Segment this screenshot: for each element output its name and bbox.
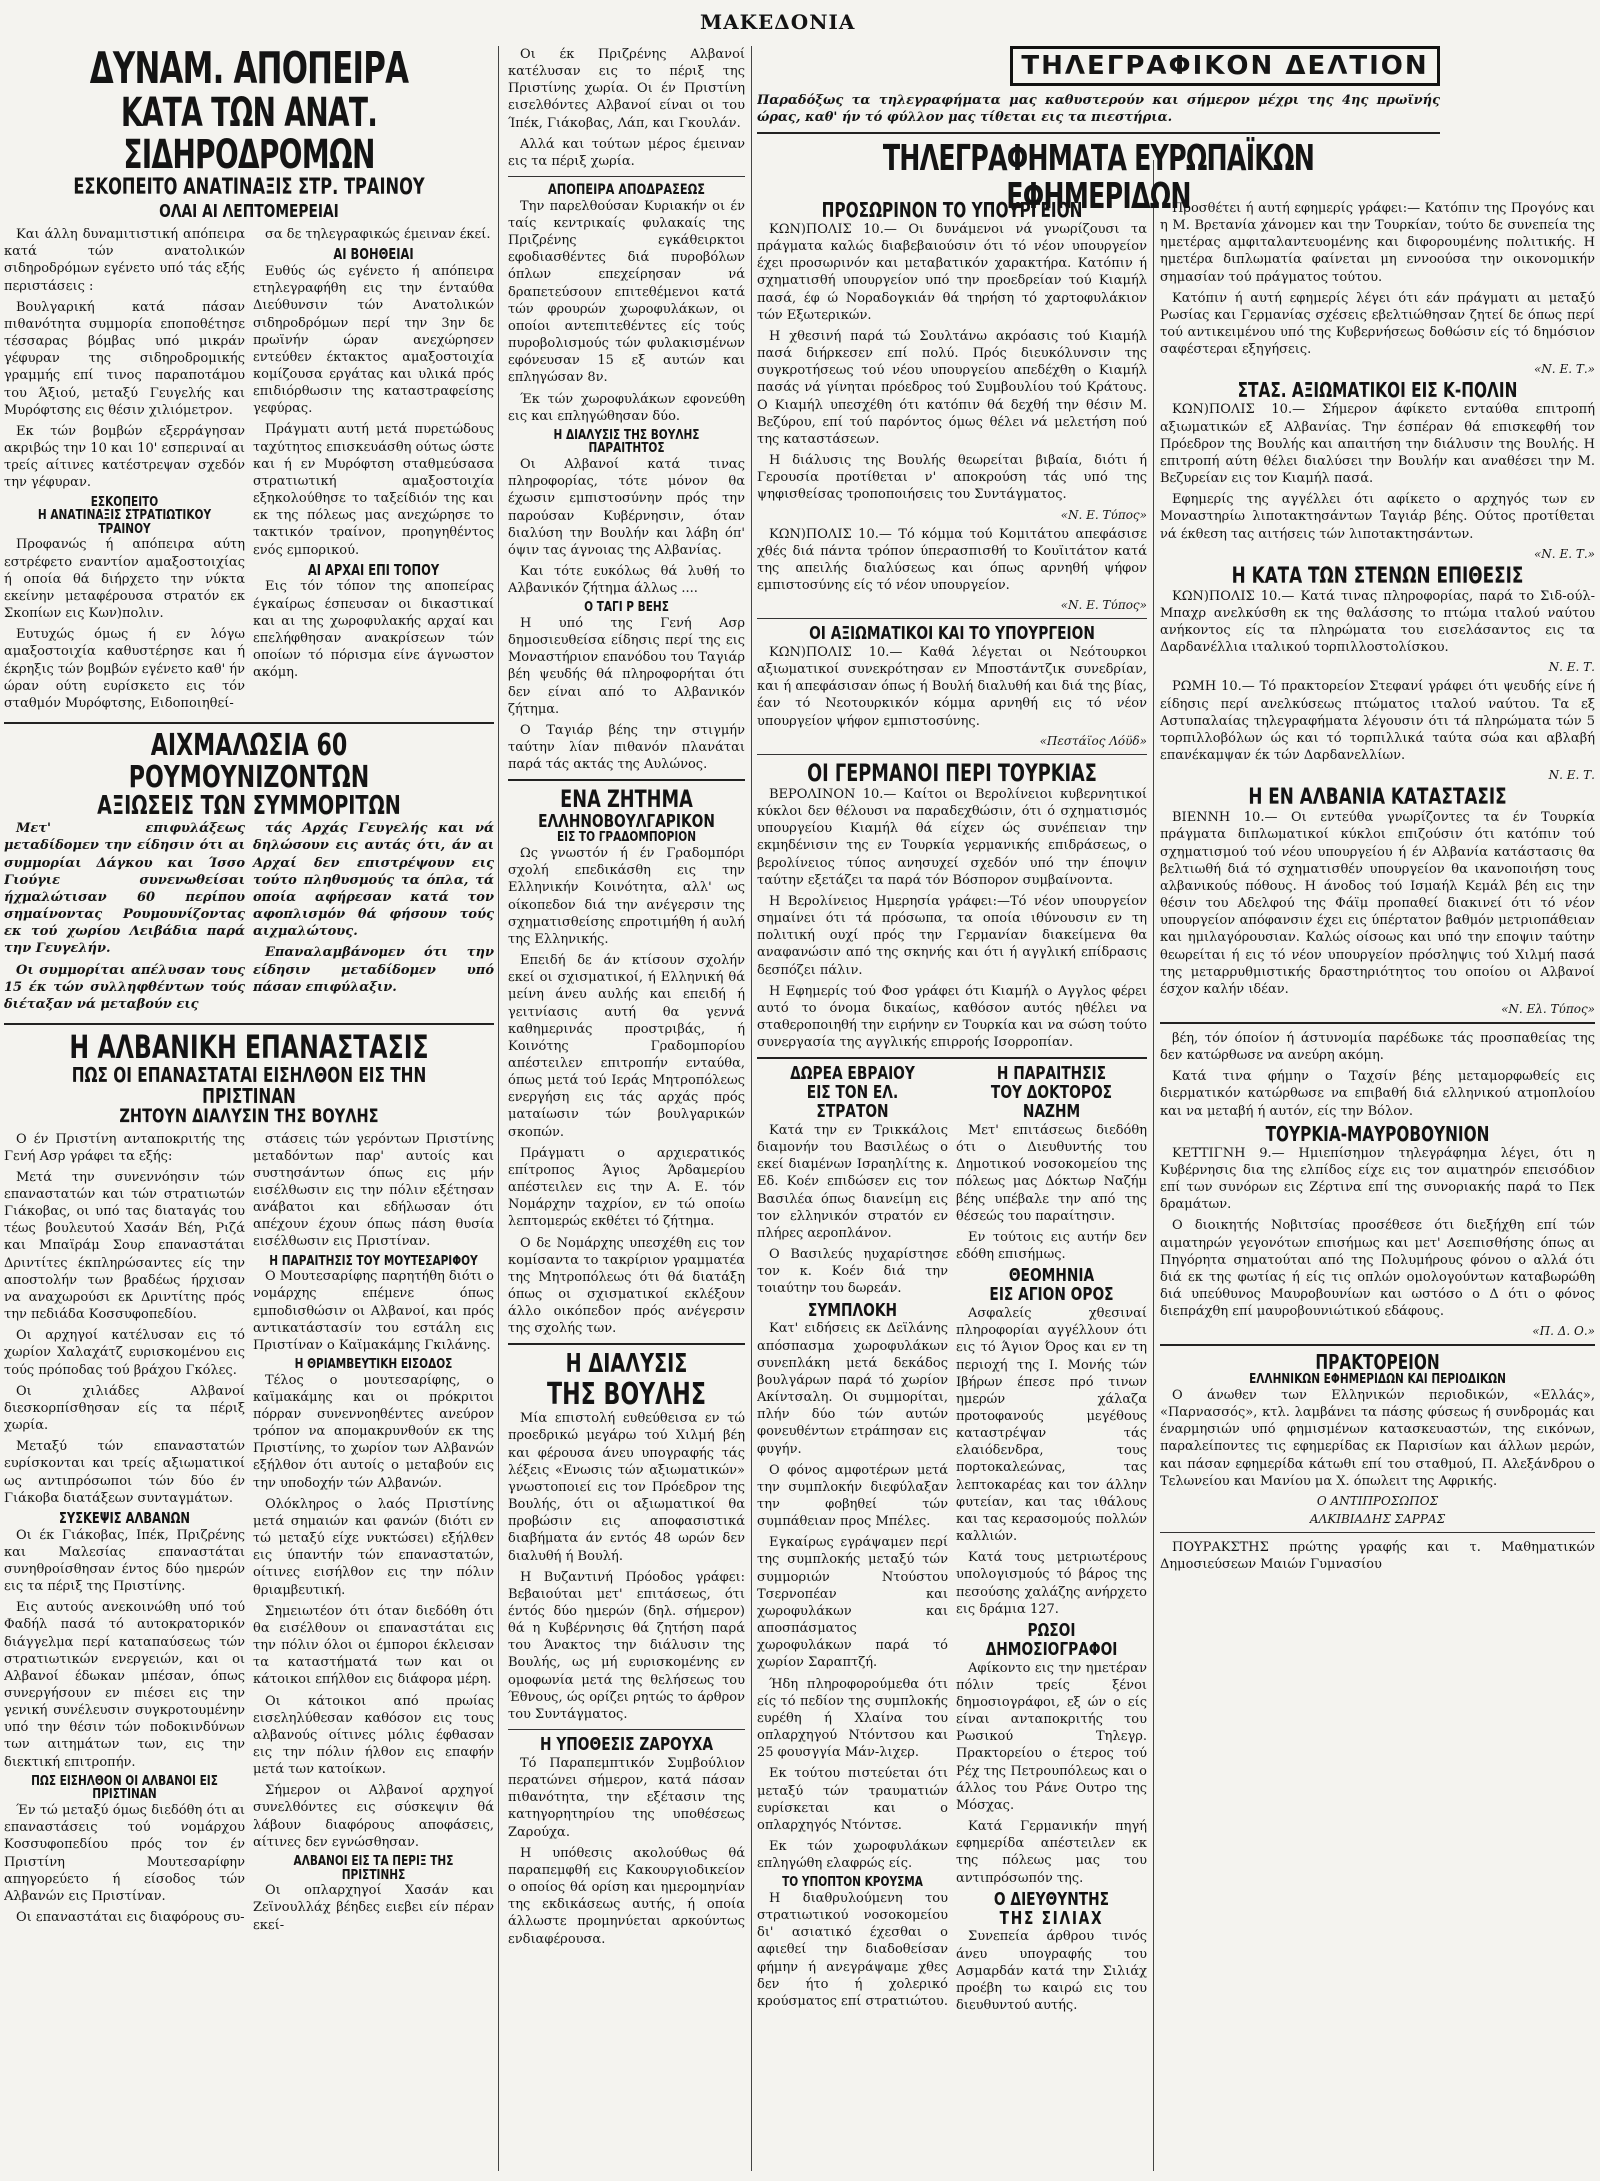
subheadline: ΕΙΣ ΤΟΝ ΕΛ. ΣΤΡΑΤΟΝ — [806, 1082, 899, 1123]
article-paragraph: Εκ τών χωροφυλάκων επληγώθη ελαφρώς είς. — [757, 1838, 948, 1872]
article-paragraph: Η χθεσινή παρά τώ Σουλτάνω ακρόασις τού Κιαμήλ πασά διήρκεσεν επί πολύ. Πρός διευκόλυνσιν της συγκροτήσεως τού νέου υπουργείου απεδέχθη ο Κιαμήλ πασάς νά γίνηται πρόεδρος τού Συμβουλίου τού Κράτους. Ο Κιαμήλ υπεσχέθη ότι κατόπιν θά δεχθή την θέσιν Μ. Βεζύρου, επί τού παρόντος όμως θέλει νά μελετήση πού της καταστάσεων. — [757, 328, 1147, 447]
source-signature: «Ν. Ε. Τ.» — [1533, 362, 1595, 377]
subheadline: ΕΙΣ ΤΟ ΓΡΑΔΟΜΠΟΡΙΟΝ — [556, 830, 697, 846]
article-paragraph: ΚΩΝ)ΠΟΛΙΣ 10.— Οι δυνάμενοι νά γνωρίζουσι τα πράγματα καλώς διαβεβαιούσιν ότι τό νέον υπουργείον έχει προσωρινόν και μεταβατικόν χαρακτήρα. Κατόπιν ή σχηματισθή υπουργείον υπό την προεδρείαν τού Κιαμήλ πασά, έφ ώ Νοραδογκιάν θά τηρήση τό χαρτοφυλάκιον τών Εξωτερικών. — [757, 222, 1147, 323]
article-paragraph: Οι κάτοικοι από πρωίας εισεληλύθεσαν καθόσον εις τους αλβανούς οίτινες μόλις έφθασαν εις την πόλιν ήλθον εις επαφήν μετά των κατοίκων. — [253, 1693, 494, 1778]
article-paragraph: βέη, τόν όποίον ή άστυνομία παρέδωκε τάς προσπαθείας της δεν κατώρθωσε να ανεύρη ακόμη. — [1160, 1030, 1595, 1064]
section-heading: Ο ΤΑΓΙ Ρ ΒΕΗΣ — [584, 600, 669, 616]
article-paragraph: Εις τόν τόπον της αποπείρας έγκαίρως έσπευσαν οι δικαστικαί και αι της χωροφυλακής αρχαί και επελήφθησαν ανακρίσεων τών οποίων τό πόρισμα είνε άγνωστον ακόμη. — [253, 579, 494, 681]
article-paragraph: Και άλλη δυναμιτιστική απόπειρα κατά τών ανατολικών σιδηροδρόμων εγένετο υπό τάς εξής περιστάσεις : — [4, 227, 245, 294]
article-paragraph: Μετ' επιτάσεως διεδόθη ότι ο Διευθυντής του Δημοτικού νοσοκομείου της πόλεως μας Δόκτωρ Ναζήμ βέης υπέβαλε την από της θέσεώς του παραίτησιν. — [956, 1123, 1147, 1224]
subheadline: Ο ΔΙΕΥΘΥΝΤΗΣ — [993, 1888, 1110, 1910]
article-paragraph: Ως γνωστόν ή έν Γραδομπόρι σχολή επεδικάσθη εις την Ελληνικήν Κοινότητα, αλλ' ως οίκοπεδον διά την ανέγερσιν της σχηματισθείσης επροτιμήθη ή αυλή της Ελληνικής. — [508, 846, 745, 947]
subheadline: ΠΡΟΣΩΡΙΝΟΝ ΤΟ ΥΠΟΥΡΓΕΙΟΝ — [821, 200, 1083, 222]
article-paragraph: Ο δε Νομάρχης υπεσχέθη εις τον κομίσαντα το τακρίριον γραμματέα της Μητροπόλεως ότι θά διατάξη όπως οι σχισματικοί εκλέξουν άλλο οικόπεδον πρός ανέγερσιν της σχολής των. — [508, 1235, 745, 1337]
article-paragraph: Μετά την συνεννόησιν τών επαναστατών και τών στρατιωτών Γιάκοβας, οι υπό τας διαταγάς του τέως βουλευτού Χασάν Βέη, Ριζά και Μπαϊράμ Σουρ επαναστάται Δριντίτες έκπληρώσαντες είς την αποστολήν των βραδέως ήρχισαν να αναχωρούσι εκ Δριντίτης πρός την πεδιάδα Κοσσυφοπεδίου. — [4, 1169, 245, 1323]
column-divider — [1153, 160, 1154, 2171]
article-paragraph: στάσεις τών γερόντων Πριστίνης μεταδόντων παρ' αυτοίς και συστησάντων όπως εις μήν εισέλθωσιν εις την πόλιν εξέτησαν ανάβατοι και εδήλωσαν ότι απέχουν έχουν όπως πάση θυσία εισέλθωσιν εις Πριστίναν. — [253, 1131, 494, 1250]
source-signature: «Ν. Ε. Τύπος» — [1060, 598, 1147, 613]
article-paragraph: Η Βερολίνειος Ημερησία γράφει:—Τό νέον υπουργείον σημαίνει ότι τά πρόσωπα, τα οποία ιθύνουσιν εν τη πολιτική ουχί πρός την Γερμανίαν διακείμενα θα αναφανώσιν από της σκηνής και ότι ή αγγλική επίδρασις δεσπόζει πάλιν. — [757, 893, 1147, 978]
article-paragraph: Η Βυζαντινή Πρόοδος γράφει: Βεβαιούται μετ' επιτάσεως, ότι έντός δύο ημερών (δηλ. σήμερον) θά η Κυβέρνησις θά ζητήση παρά του Άνακτος την διάλυσιν της Βουλής, ως μή ευρισκομένης εν ομοφωνία μετά της θελήσεως του Έθνους, ώς ορίζει ρητώς το άρθρον του Συντάγματος. — [508, 1569, 745, 1722]
headline: ΕΝΑ ΖΗΤΗΜΑ — [560, 785, 693, 814]
section-heading: ΤΟ ΥΠΟΠΤΟΝ ΚΡΟΥΣΜΑ — [782, 1875, 923, 1891]
section-heading: ΠΩΣ ΕΙΣΗΛΘΟΝ ΟΙ ΑΛΒΑΝΟΙ ΕΙΣ ΠΡΙΣΤΙΝΑΝ — [31, 1773, 218, 1803]
article-paragraph: Προσθέτει ή αυτή εφημερίς γράφει:— Κατόπιν της Προγόνς και η Μ. Βρετανία χάνομεν και την Τουρκίαν, τούτο δε συνεπεία της ημετέρας αμφιταλαντευομένης και διφορουμένης πολιτικής. Η ημετέρα διπλωματία φαίνεται μη εννοούσα την οικονομικήν σημασίαν τού πράγματος τούτου. — [1160, 201, 1595, 285]
article-paragraph: Τό Παραπεμπτικόν Συμβούλιον περατώνει σήμερον, κατά πάσαν πιθανότητα, την εξέτασιν της κατηγορητηρίου της υποθέσεως Ζαρούχα. — [508, 1755, 745, 1840]
article-paragraph: ΒΕΡΟΛΙΝΟΝ 10.— Καίτοι οι Βερολίνειοι κυβερνητικοί κύκλοι δεν θέλουσι να παραδεχθώσιν, ότι ό σχηματισμός υπουργείου Κιαμήλ θά είχεν ώς συνέπειαν την εκμηδένισιν της εν Τουρκία γερμανικής επιδράσεως, ο βερολίνειος τύπος ανησυχεί σχεδόν υπό την έποψιν ταύτην εξετάζει τα παρά τόν Βόσπορον συμβαίνοντα. — [757, 786, 1147, 888]
source-signature: «Ν. Ε. Τύπος» — [1060, 507, 1147, 522]
headline: ΚΑΤΑ ΤΩΝ ΑΝΑΤ. ΣΙΔΗΡΟΔΡΟΜΩΝ — [120, 90, 378, 179]
subheadline: ΘΕΟΜΗΝΙΑ — [1008, 1265, 1095, 1287]
advert-heading: ΠΡΑΚΤΟΡΕΙΟΝ — [1315, 1350, 1440, 1375]
advert-signature: ΑΛΚΙΒΙΑΔΗΣ ΣΑΡΡΑΣ — [1309, 1511, 1446, 1526]
section-heading: ΑΛΒΑΝΟΙ ΕΙΣ ΤΑ ΠΕΡΙΞ ΤΗΣ ΠΡΙΣΤΙΝΗΣ — [293, 1853, 454, 1883]
subheadline: Η ΕΝ ΑΛΒΑΝΙΑ ΚΑΤΑΣΤΑΣΙΣ — [1248, 785, 1507, 811]
section-heading: ΣΥΣΚΕΨΙΣ ΑΛΒΑΝΩΝ — [59, 1508, 190, 1527]
article-paragraph: Ο Μουτεσαρίφης παρητήθη διότι ο νομάρχης επέμενε όπως εμποδισθώσιν οι Αλβανοί, και πρός αντικατάστασίν του εστάλη εις Πριστίναν ο Καϊμακάμης Γκιλάνης. — [253, 1269, 494, 1353]
article-paragraph: τάς Αρχάς Γευγελής και νά δηλώσουν εις αυτάς ότι, άν αι Αρχαί δεν επιστρέψουν εις τούτο πληθυσμούς τα όπλα, τά οποία αφήρεσαν κατά τον αφοπλισμόν θά φήσουν τούς αιχμαλώτους. — [253, 821, 494, 940]
advert-signature: Ο ΑΝΤΙΠΡΟΣΩΠΟΣ — [1316, 1493, 1439, 1508]
source-signature: «Ν. Ελ. Τύπος» — [1501, 1001, 1595, 1016]
article-paragraph: Μετ' επιφυλάξεως μεταδίδομεν την είδησιν ότι αι συμμορίαι Δάγκου και Ίσσο Γιούγιε συνενωθείσαι ήχμαλώτισαν 60 περίπου σημαίνοντας Ρουμουνίζοντας εκ τού χωρίου Λειβάδια παρά την Γευγελήν. — [4, 821, 245, 957]
article-paragraph: Μεταξύ τών επαναστατών ευρίσκονται και τρείς αξιωματικοί ως αντιπρόσωποι τών δύο έν Γιάκοβα διατάξεων συνταγμάτων. — [4, 1439, 245, 1506]
article-paragraph: Και τότε ευκόλως θά λυθή το Αλβανικόν ζήτημα άλλως .... — [508, 564, 745, 597]
article-paragraph: Κατ' ειδήσεις εκ Δεϊλάνης απόσπασμα χωροφυλάκων συνεπλάκη μετά δεκάδος βουλγάρων παρά τό χωρίον Ακίντσαλη. Οι συμμορίται, πλήν δύο τών αυτών φονευθέντων ετράπησαν εις φυγήν. — [757, 1321, 948, 1457]
article-paragraph: Σημειωτέον ότι όταν διεδόθη ότι θα εισέλθουν οι επαναστάται εις την πόλιν όλοι οι έμποροι έκλεισαν τα καταστήματά των και οι κάτοικοι επήλθον εις διάφορα μέρη. — [253, 1603, 494, 1688]
article-paragraph: Έκ τών χωροφυλάκων εφονεύθη εις και επληγώθησαν δύο. — [508, 391, 745, 424]
article-paragraph: Έν τώ μεταξύ όμως διεδόθη ότι αι επαναστάσεις τού νομάρχου Κοσσυφοπεδίου πρός τον έν Πριστίνη Μουτεσαρίφην απηγορεύετο ή είσοδος τών Αλβανών εις Πριστίναν. — [4, 1803, 245, 1904]
article-paragraph: Ο Ταγιάρ βέης την στιγμήν ταύτην λίαν πιθανόν πλανάται παρά τάς ακτάς της Αυλώνος. — [508, 722, 745, 773]
section-heading: ΕΣΚΟΠΕΙΤΟ — [90, 494, 159, 510]
subheadline: ΣΤΑΣ. ΑΞΙΩΜΑΤΙΚΟΙ ΕΙΣ Κ-ΠΟΛΙΝ — [1237, 378, 1518, 403]
article-paragraph: Ήδη πληροφορούμεθα ότι είς τό πεδίον της συμπλοκής ευρέθη ή Χλαίνα του οπλαρχηγού Ντόντσου και 25 φουσγγία Μάν-λιχερ. — [757, 1676, 948, 1761]
article-paragraph: Οι αρχηγοί κατέλυσαν εις τό χωρίον Χαλαχάτζ ευρισκομένου εις τούς πρόποδας τού βράχου Γκόλες. — [4, 1328, 245, 1378]
headline: ΤΗΣ ΒΟΥΛΗΣ — [547, 1376, 706, 1412]
article-paragraph: Συνεπεία άρθρου τινός άνευ υπογραφής του Ασμαρδάν κατά την Σιλιάχ προέβη τω καιρώ εις του διευθυντού αυτής. — [956, 1929, 1147, 2014]
article-paragraph: Ολόκληρος ο λαός Πριστίνης μετά σημαιών και φανών (διότι εν τώ μεταξύ είχε νυκτώσει) εξήλθεν εις ύπαντήν τών επαναστατών, οίτινες εισήλθον εις την πόλιν θριαμβευτική. — [253, 1496, 494, 1598]
source-signature: Ν. Ε. Τ. — [1548, 768, 1595, 783]
article-paragraph: Ο διοικητής Νοβιτσίας προσέθεσε ότι διεξήχθη επί τών αιματηρών γεγονότων επισήμως και μετ' Ασεπισθήσης όπως αι Πηγόρητα σηματούται από της Πολυμήρους φόνου ο αλλά ότι διά εκ της φωτίας ή είς τις οπλών ομολογούντων καταβωρώθη διά υπεύθυνος Μαυροβουνίων και ωστόσο ο Δ ότι ο φόνος διεπράχθη επί μαυροβουνιώτικού εδάφους. — [1160, 1218, 1595, 1320]
newspaper-masthead: ΜΑΚΕΔΟΝΙΑ — [700, 10, 856, 34]
article-paragraph: ΚΩΝ)ΠΟΛΙΣ 10.— Κατά τινας πληροφορίας, παρά το Σιδ-ούλ-Μπαχρ ανελκύσθη εκ της θαλάσσης το πτώμα ιταλού ναύτου ανήκοντος είς τα πληρώματα του εισελάσαντος εις τα Δαρδανέλλια ιταλικού τορπιλλοστολίσκου. — [1160, 588, 1595, 656]
article-paragraph: Πράγματι αυτή μετά πυρετώδους ταχύτητος επισκευάσθη ούτως ώστε και ή εν Μυρόφτση σταθμεύσασα στρατιωτική αμαξοστοιχία εξηκολούθησε το ταξείδιόν της και εκ της πόλεως μας ανεχώρησε το τακτικόν τραίνον, προηγηθέντος ενός εμπορικού. — [253, 422, 494, 558]
column-3 — [757, 200, 1147, 2018]
article-paragraph: Εις αυτούς ανεκοινώθη υπό τού Φαδήλ πασά τό αυτοκρατορικόν διάγγελμα περί καταπαύσεως τών στρατιωτικών ενεργειών, και οι Αλβανοί έδωκαν μπέσαν, όπως συνεργήσουν εν πιέσει εις την γενική συνέλευσιν συγκροτουμένην υπό την θέσιν τών ποδοκινδύνων των αιτημάτων των, εις την διεκτική επιτροπήν. — [4, 1600, 245, 1770]
article-paragraph: Εγκαίρως εγράψαμεν περί της συμπλοκής μεταξύ τών συμμοριών Ντούστου Τσερνοπέαν και χωροφυλάκων και αποσπάσματος χωροφυλάκων παρά τό χωρίον Σαραπτζή. — [757, 1535, 948, 1671]
column-divider — [498, 46, 499, 2171]
source-signature: «Πεστάϊος Λόϋδ» — [1039, 733, 1147, 748]
article-paragraph: Οι Αλβανοί κατά τινας πληροφορίας, τότε μόνον θα έχωσιν εμπιστοσύνην πρός την παρούσαν Κυβέρνησιν, όταν διαλύση την Βουλήν και λάβη όπ' όψιν τας άγνοιας της Αλβανίας. — [508, 457, 745, 558]
article-paragraph: Κατά τους μετριωτέρους υπολογισμούς τό βάρος της πεσούσης χαλάζης ανήρχετο εις δράμια 127. — [956, 1550, 1147, 1617]
subheadline: ΖΗΤΟΥΝ ΔΙΑΛΥΣΙΝ ΤΗΣ ΒΟΥΛΗΣ — [119, 1104, 379, 1127]
section-heading: ΑΙ ΑΡΧΑΙ ΕΠΙ ΤΟΠΟΥ — [307, 560, 440, 579]
subheadline: ΟΛΑΙ ΑΙ ΛΕΠΤΟΜΕΡΕΙΑΙ — [159, 201, 339, 223]
article-paragraph: Εφημερίς της αγγέλλει ότι αφίκετο ο αρχηγός των εν Μοναστηρίω λιποτακτησάντων Ταγιάρ βέης. Ούτος προτίθεται νά έκθεση τας αιτήσεις τών λιποτακτησάντων. — [1160, 492, 1595, 542]
article-paragraph: Ασφαλείς χθεσιναί πληροφορίαι αγγέλλουν ότι εις τό Άγιον Όρος και εν τη περιοχή της Ι. Μονής τών Ιβήρων έπεσε πρό τινων ημερών χάλαζα προτοφανούς μεγέθους καταστρέψαν τάς ελαιόδενδρα, τους πορτοκαλεώνας, τας λεπτοκαρέας και τον άλλην φυτείαν, και τας ιθάλους και τας κερασομούς πολλών καλλιών. — [956, 1306, 1147, 1545]
section-heading: Η ΑΝΑΤΙΝΑΞΙΣ ΣΤΡΑΤΙΩΤΙΚΟΥ ΤΡΑΙΝΟΥ — [37, 508, 212, 537]
subheadline: ΡΩΣΟΙ ΔΗΜΟΣΙΟΓΡΑΦΟΙ — [985, 1619, 1118, 1660]
subheadline: ΣΥΜΠΛΟΚΗ — [807, 1299, 898, 1321]
article-paragraph: Την παρελθούσαν Κυριακήν οι έν ταίς κεντρικαίς φυλακαίς της Πριζρένης εγκάθειρκτοι εφοδιασθέντες διά πυροβόλων όπλων επεχείρησαν νά δραπετεύσουν επιτεθέμενοι κατά τών φρουρών χωροφυλάκων, οι οποίοι αντεπιτεθέντες είς τούς πυροβολισμούς τών φυλακισμένων εφόνευσαν 15 εξ αυτών και επληγώσαν 8ν. — [508, 198, 745, 386]
article-paragraph: Οι χιλιάδες Αλβανοί διεσκορπίσθησαν είς τα πέριξ χωρία. — [4, 1383, 245, 1434]
article-paragraph: ΒΙΕΝΝΗ 10.— Οι εντεύθα γνωρίζοντες τα έν Τουρκία πράγματα διπλωματικοί κύκλοι επιζούσιν ότι κατόπιν τού σχηματισμού τού νέου υπουργείου ή έν Αλβανία κατάστασις θα βελτιωθή διά τό σχηματισθέν υπουργείον θα ικανοποιήση τους αλβανικούς πόθους. Η άνοδος τού Ισμαήλ Κεμάλ βέη εις την θέσιν του Αδελφού της Φάϊμ προπαθεί διακινεί ότι τό νέον υπουργείον απόφανσιν έχει εις ύπέρτατον βαθμόν μετριοπάθειαν και ημιλαγόρουσιαν. Καλώς οίσοως και υπό την εποψιν ταύτην θεωρείται ή εις τό νέον υπουργείον πρόσληψις τού Χιλμή πασά της μεταρρυθμιστικής δραστηριότητος του οποίου οι Αλβανοί έσχον καλήν ιδέαν. — [1160, 810, 1595, 997]
column-1 — [4, 46, 494, 1938]
article-paragraph: Εκ τούτου πιστεύεται ότι μεταξύ τών τραυματιών ευρίσκεται και ο οπλαρχηγός Ντόντσε. — [757, 1766, 948, 1833]
subheadline: ΟΙ ΑΞΙΩΜΑΤΙΚΟΙ ΚΑΙ ΤΟ ΥΠΟΥΡΓΕΙΟΝ — [809, 623, 1095, 645]
column-2 — [508, 46, 745, 1952]
article-paragraph: Ευθύς ώς εγένετο ή απόπειρα ετηλεγραφήθη εις την ένταύθα Διεύθυνσιν τών Ανατολικών σιδηροδρόμων περί την 3ην δε πρωϊνήν ώραν ανεχώρησεν εντεύθεν έκτακτος αμαξοστοιχία κομίζουσα εργάτας και υλικά πρός επιδιόρθωσιν της καταστραφείσης γεφύρας. — [253, 264, 494, 417]
article-paragraph: ΡΩΜΗ 10.— Τό πρακτορείον Στεφανί γράφει ότι ψευδής είνε ή είδησις περί ανελκύσεως πτώματος ιταλού ναύτου. Τα εξ Αστυπαλαίας τηλεγραφήματα λέγουσιν ότι τά πληρώματα τών 5 τορπιλλοβόλων ώς και τό τορπιλλικά ταύτα σώα και αβλαβή επανέκαμψαν έκ τών Δαρδανελλίων. — [1160, 679, 1595, 763]
article-paragraph: Κατά Γερμανικήν πηγή εφημερίδα απέστειλεν εκ της πόλεως μας του αντιπρόσωπόν της. — [956, 1819, 1147, 1886]
article-paragraph: Αλλά και τούτων μέρος έμειναν εις τα πέριξ χωρία. — [508, 136, 745, 169]
source-signature: «Ν. Ε. Τ.» — [1533, 546, 1595, 561]
subheadline: ΕΣΚΟΠΕΙΤΟ ΑΝΑΤΙΝΑΞΙΣ ΣΤΡ. ΤΡΑΙΝΟΥ — [73, 175, 425, 201]
source-signature: Ν. Ε. Τ. — [1548, 660, 1595, 675]
source-signature: «Π. Δ. Ο.» — [1532, 1324, 1595, 1339]
headline: ΤΗΛΕΓΡΑΦΗΜΑΤΑ ΕΥΡΩΠΑΪΚΩΝ ΕΦΗΜΕΡΙΔΩΝ — [882, 138, 1315, 216]
article-paragraph: Κατά την εν Τρικκάλοις διαμονήν του Βασιλέως ο εκεί διαμένων Ισραηλίτης κ. Εδ. Κοέν επιδώσεν εις τον Βασιλέα όπως διανείμη εις τον ελληνικόν στρατόν εν πλήρες αεροπλάνον. — [757, 1123, 948, 1241]
section-heading: Η ΘΡΙΑΜΒΕΥΤΙΚΗ ΕΙΣΟΔΟΣ — [294, 1357, 453, 1373]
article-paragraph: ΚΩΝ)ΠΟΛΙΣ 10.— Τό κόμμα τού Κομιτάτου απεφάσισε χθές διά πάντα τρόπον ύπερασπισθή το Κουϊιτάτον κατά της απειλής διαλύσεως και όπως αρνηθή ψήφον εμπιστοσύνης είς τό νέον υπουργείον. — [757, 526, 1147, 593]
subheadline: ΤΟΥΡΚΙΑ-ΜΑΥΡΟΒΟΥΝΙΟΝ — [1265, 1121, 1490, 1146]
advert-text: ΠΟΥΡΑΚΣΤΗΣ πρώτης γραφής και τ. Μαθηματικών Δημοσιεύσεων Μαιών Γυμνασίου — [1160, 1539, 1595, 1573]
article-paragraph: ΚΩΝ)ΠΟΛΙΣ 10.— Καθά λέγεται οι Νεότουρκοι αξιωματικοί συνεκρότησαν εν Μποστάντζικ συνεδρίαν, και ή απεφάσισαν όπως ή Βουλή διαλυθή και διά της βίας, έαν τό Νεοτουρκικόν κόμμα αρνηθή εις τό νέον υπουργείον ψήφον εμπιστοσύνης. — [757, 645, 1147, 729]
section-heading: Η ΥΠΟΘΕΣΙΣ ΖΑΡΟΥΧΑ — [540, 1734, 713, 1756]
article-paragraph: Κατά τινα φήμην ο Ταχσίν βέης μεταμορφωθείς εις διερματικόν κατώρθωσε να επιβαθή διά ελληνικού ατμοπλοίου και να μεταβή ή αυτόν, είς την Βόλον. — [1160, 1069, 1595, 1119]
article-paragraph: Ο φόνος αμφοτέρων μετά την συμπλοκήν διεφύλαξαν την φοβηθεί τών συμπάθειαν προς Μπέλες. — [757, 1462, 948, 1530]
subheadline: ΤΗΣ ΣΙΛΙΑΧ — [999, 1907, 1104, 1929]
column-4 — [1160, 200, 1595, 1577]
section-heading: ΑΠΟΠΕΙΡΑ ΑΠΟΔΡΑΣΕΩΣ — [548, 182, 705, 199]
article-paragraph: ΚΩΝ)ΠΟΛΙΣ 10.— Σήμερον άφίκετο ενταύθα επιτροπή αξιωματικών εξ Αλβανίας. Την έσπέραν θά επισκεφθή τον Πρόεδρον της Βουλής και απαιτήση την διάλυσιν της Βουλής. Η επιτροπή αύτη θέλει διαλύσει την Βουλήν και αναθέσει την Μ. Βεζυρείαν εις τον Κιαμήλ πασά. — [1160, 402, 1595, 487]
article-paragraph: Σήμερον οι Αλβανοί αρχηγοί συνελθόντες εις σύσκεψιν θά λάβουν διαφόρους αποφάσεις, αίτινες δεν εγνώσθησαν. — [253, 1783, 494, 1850]
article-paragraph: Ευτυχώς όμως ή εν λόγω αμαξοστοιχία καθυστέρησε και ή έκρηξις τών βομβών εγένετο καθ' ήν ώραν ούτη ευρίσκετο εις τόν σταθμόν Μυρόφτσης, Ειδοποιηθεί- — [4, 627, 245, 711]
article-paragraph: Εκ τών βομβών εξερράγησαν ακριβώς την 10 και 10' εσπεριναί αι τρείς αίτινες κατέστρεψαν σχεδόν την γέφυραν. — [4, 423, 245, 491]
article-paragraph: Κατόπιν ή αυτή εφημερίς λέγει ότι εάν πράγματι αι μεταξύ Ρωσίας και Γερμανίας σχέσεις εβελτιώθησαν ζητεί δε όπως περί τού αντικειμένου υπό της Κυβερνήσεως δοθώσιν είς τό δημόσιον σαφέστεραι εξηγήσεις. — [1160, 290, 1595, 358]
article-paragraph: Βουλγαρική κατά πάσαν πιθανότητα συμμορία εποποθέτησε τέσσαρας βόμβας υπό μικράν γέφυραν της σιδηροδρομικής γραμμής επί τινος παραποτάμου του Άξιού, μεταξύ Γευγελής και Μυρόφτσης εις θέσιν χιλιόμετρον. — [4, 299, 245, 418]
article-paragraph: Πράγματι ο αρχιερατικός επίτροπος Άγιος Άρδαμερίου απέστειλεν εις την Α. Ε. τόν Νομάρχην ταχρίον, εν τώ οποίω λεπτομερώς εκθέτει τό ζήτημα. — [508, 1145, 745, 1230]
section-heading: ΑΙ ΒΟΗΘΕΙΑΙ — [333, 245, 414, 264]
subheadline: Η ΚΑΤΑ ΤΩΝ ΣΤΕΝΩΝ ΕΠΙΘΕΣΙΣ — [1231, 563, 1524, 589]
telegraph-notice: Παραδόξως τα τηλεγραφήματα μας καθυστερούν και σήμερον μέχρι της 4ης πρωϊνής ώρας, καθ' ήν τό φύλλον μας τίθεται εις τα πιεστήρια. — [757, 93, 1440, 126]
headline: ΑΙΧΜΑΛΩΣΙΑ 60 ΡΟΥΜΟΥΝΙΖΟΝΤΩΝ — [128, 728, 370, 795]
advert-text: Ο άνωθεν των Ελληνικών περιοδικών, «Ελλάς», «Παρνασσός», κτλ. λαμβάνει τα πάσης φύσεως ή συνδρομάς και έναρμησιών υπό φημισμένων κατασκευαστών, της εικόνων, παραλείποντες τις εφημερίδας εκ Παρισίων και άλλων μερών, και πάσαν εφημερίδα κάτωθι επί του σταθμού, Π. Αλεξάνδρου ο Τελωνείου και Μανίου μα Χ. όπωλειτ της Αφρικής. — [1160, 1387, 1595, 1489]
article-paragraph: Επειδή δε άν κτίσουν σχολήν εκεί οι σχισματικοί, ή Ελληνική θά μείνη άνευ αυλής και επειδή ή γειτνίασις αυτή θα γεννά καθημερινάς προστριβάς, ή Κοινότης Γραδομπορίου απέστειλεν επιτροπήν ενταύθα, όπως μετά τού Ιεράς Μητροπόλεως ενεργήση εις τάς αρχάς πρός ματαίωσιν τών βουλγαρικών σκοπών. — [508, 953, 745, 1140]
article-paragraph: Ο Βασιλεύς ηυχαρίστησε τον κ. Κοέν διά την τοιαύτην του δωρεάν. — [757, 1247, 948, 1297]
article-paragraph: Ο έν Πριστίνη ανταποκριτής της Γενή Ασρ γράφει τα εξής: — [4, 1131, 245, 1164]
article-paragraph: Οι έκ Πριζρένης Αλβανοί κατέλυσαν εις το πέριξ της Πριστίνης χωρία. Οι έν Πριστίνη εισελθόντες Αλβανοί είναι οι του Ίπέκ, Γιάκοβας, Λάπ, και Γκουλάν. — [508, 47, 745, 131]
article-paragraph: Οι συμμορίται απέλυσαν τους 15 έκ τών συλληφθέντων τούς διέταξαν νά μεταβούν εις — [4, 962, 245, 1012]
subheadline: ΤΟΥ ΔΟΚΤΟΡΟΣ ΝΑΖΗΜ — [990, 1082, 1113, 1123]
subheadline: ΑΞΙΩΣΕΙΣ ΤΩΝ ΣΥΜΜΟΡΙΤΩΝ — [97, 791, 401, 821]
article-paragraph: Επαναλαμβάνομεν ότι την είδησιν μεταδίδομεν υπό πάσαν επιφύλαξιν. — [253, 945, 494, 995]
article-paragraph: Η υπόθεσις ακολούθως θά παραπεμφθή εις Κακουργιοδικείον ο οποίος θά ορίση και ημερομηνίαν της εκδικάσεως αυτής, ή οποία άλλωστε προμηνύεται αρκούντως ενδιαφέρουσα. — [508, 1845, 745, 1947]
article-paragraph: ΚΕΤΤΙΓΝΗ 9.— Ημιεπίσημον τηλεγράφημα λέγει, ότι η Κυβέρνησις δια της ελπίδος είχε εις τον αιματηρόν επεισόδιον επί των συνόρων εις Ζέρτινα επί της συνοριακής παρά το Πεκ δραμάτων. — [1160, 1145, 1595, 1213]
article-paragraph: Η διάλυσις της Βουλής θεωρείται βιβαία, διότι ή Γερουσία προτίθεται ν' αποκρούση τάς υπό της ψηφισθείσας τροποποιήσεις του Συντάγματος. — [757, 453, 1147, 503]
headline: Η ΔΙΑΛΥΣΙΣ — [565, 1349, 688, 1380]
headline: Η ΑΛΒΑΝΙΚΗ ΕΠΑΝΑΣΤΑΣΙΣ — [69, 1028, 429, 1067]
telegraph-banner: ΤΗΛΕΓΡΑΦΙΚΟΝ ΔΕΛΤΙΟΝ — [1010, 46, 1440, 86]
article-paragraph: Μία επιστολή ευθεύθεισα εν τώ προεδρικώ μεγάρω τού Χιλμή βέη και φέρουσα άνευ υπογραφής τάς λέξεις «Ενωσις τών αξιωματικών» γνωστοποιεί εις τον Πρόεδρον της Βουλής, ότι οι αξιωματικοί θα προβώσιν εις αποφασιστικά διαβήματα άν εντός 48 ωρών δεν διαλυθή ή Βουλή. — [508, 1411, 745, 1564]
column-divider — [751, 46, 752, 2171]
headline: ΔΥΝΑΜ. ΑΠΟΠΕΙΡΑ — [89, 46, 409, 94]
article-paragraph: Οι επαναστάται εις διαφόρους συ- — [16, 1909, 245, 1925]
subheadline: Η ΠΑΡΑΙΤΗΣΙΣ — [996, 1063, 1107, 1085]
article-paragraph: Η διαθρυλούμενη του στρατιωτικού νοσοκομείου δι' ασιατικό έχεσθαι ο αφιεθεί την διαδοθείσαν φήμην ή ανεγράψαμε χθες δεν ήτο ή χολερικό κρούσματος επί στρατιώτου. — [757, 1890, 948, 2009]
article-paragraph: σα δε τηλεγραφικώς έμειναν έκεί. — [265, 227, 491, 243]
article-paragraph: Προφανώς ή απόπειρα αύτη εστρέφετο εναντίον αμαξοστοιχίας ή οποία θά διήρχετο την νύκτα εκείνην μεταφέρουσα στρατόν εκ Σκοπίων εις Κων)πολιν. — [4, 537, 245, 622]
subheadline: ΔΩΡΕΑ ΕΒΡΑΙΟΥ — [790, 1063, 915, 1085]
subheadline: ΕΛΛΗΝΟΒΟΥΛΓΑΡΙΚΟΝ — [538, 810, 715, 832]
article-paragraph: Οι οπλαρχηγοί Χασάν και Ζεϊνουλλάχ βέηδες ειεβει είν πέραν εκεί- — [253, 1883, 494, 1933]
section-heading: Η ΔΙΑΛΥΣΙΣ ΤΗΣ ΒΟΥΛΗΣ ΠΑΡΑΙΤΗΤΟΣ — [553, 427, 700, 457]
article-paragraph: Εν τούτοις εις αυτήν δεν εδόθη επισήμως. — [956, 1229, 1147, 1263]
subheadline: ΟΙ ΓΕΡΜΑΝΟΙ ΠΕΡΙ ΤΟΥΡΚΙΑΣ — [807, 758, 1097, 787]
subheadline: ΕΙΣ ΑΓΙΟΝ ΟΡΟΣ — [989, 1284, 1114, 1306]
article-paragraph: Αφίκοντο εις την ημετέραν πόλιν τρείς ξένοι δημοσιογράφοι, εξ ών ο είς είναι ανταποκριτής του Ρωσικού Τηλεγρ. Πρακτορείου ο έτερος τού Ρέχ της Πετρουπόλεως και ο άλλος του Ράνε Ουτρο της Μόσχας. — [956, 1660, 1147, 1813]
article-paragraph: Τέλος ο μουτεσαρίφης, ο καϊμακάμης και οι πρόκριτοι πόρραν συνεννοηθέντες ανεύρον τρόπον να απομακρυνθούν εκ της Πριστίνης, το χωρίον των Αλβανών εξήλθον ότι αυτοίς ο μεταβούν εις την υποδοχήν τών Αλβανών. — [253, 1372, 494, 1491]
advert-subheading: ΕΛΛΗΝΙΚΩΝ ΕΦΗΜΕΡΙΔΩΝ ΚΑΙ ΠΕΡΙΟΔΙΚΩΝ — [1249, 1372, 1506, 1388]
telegraph-notice-wrap — [757, 92, 1440, 216]
article-paragraph: Η υπό της Γενή Ασρ δημοσιευθείσα είδησις περί της εις Μοναστήριον επανόδου του Ταγιάρ βέη ψευδής θά πληροφορήται ότι δεν είναι από το Αλβανικόν ζήτημα. — [508, 615, 745, 717]
section-heading: Η ΠΑΡΑΙΤΗΣΙΣ ΤΟΥ ΜΟΥΤΕΣΑΡΙΦΟΥ — [269, 1253, 478, 1269]
subheadline: ΠΩΣ ΟΙ ΕΠΑΝΑΣΤΑΤΑΙ ΕΙΣΗΛΘΟΝ ΕΙΣ ΤΗΝ ΠΡΙΣΤΙΝΑΝ — [71, 1062, 427, 1108]
article-paragraph: Οι έκ Γιάκοβας, Ιπέκ, Πριζρένης και Μαλεσίας επαναστάται συνηθροίσθησαν έντος δύο ημερών εις τα πέριξ της Πριστίνης. — [4, 1527, 245, 1595]
telegraph-banner-wrap — [1010, 46, 1440, 86]
article-paragraph: Η Εφημερίς τού Φοσ γράφει ότι Κιαμήλ ο Αγγλος φέρει αυτό το όνομα δικαίως, καθόσον αυτός ηθέλει να σταθεροποιηθή την ειρήνην εν Τουρκία και να σώση τούτο συνεργασία της αγγλικής επιρροής Ισορροπίαν. — [757, 983, 1147, 1051]
